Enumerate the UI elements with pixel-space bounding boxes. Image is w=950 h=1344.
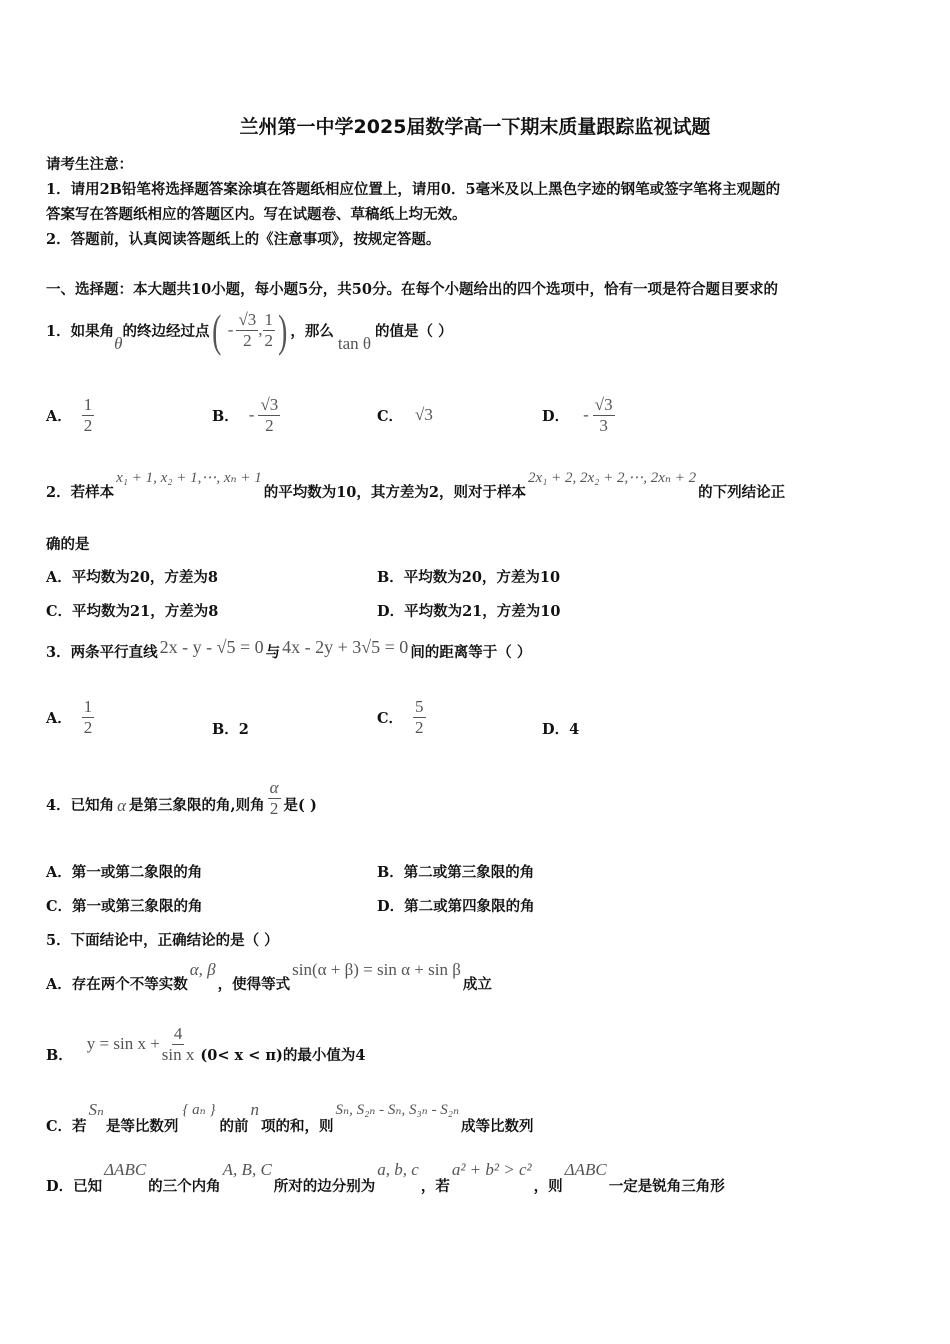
q4-post: 是( ) xyxy=(283,796,317,814)
question-4 xyxy=(46,776,317,832)
q2-mid: 的平均数为10，其方差为2，则对于样本 xyxy=(263,484,526,501)
q3-option-d[interactable]: D．4 xyxy=(542,721,580,738)
q5-a-vars: α, β xyxy=(189,960,216,979)
q1-option-b-value xyxy=(258,396,280,435)
q2-option-a[interactable]: A．平均数为20，方差为8 xyxy=(46,569,219,586)
q5-d-mid2: 所对的边分别为 xyxy=(273,1178,376,1195)
q3-option-c-den: 2 xyxy=(415,717,424,737)
q1-option-b-num: √3 xyxy=(260,394,279,414)
question-2 xyxy=(46,468,785,508)
q5-option-c[interactable] xyxy=(46,1100,534,1138)
q1-option-b-label: B． xyxy=(212,407,239,425)
q3-option-c-num: 5 xyxy=(415,696,424,716)
q2-sample-1: x₁ + 1, x₂ + 1,⋯, xₙ + 1 xyxy=(116,470,262,486)
q5-c-an: { aₙ } xyxy=(182,1102,216,1118)
page-title: 兰州第一中学2025届数学高一下期末质量跟踪监视试题 xyxy=(239,116,711,138)
q3-post: 间的距离等于（ ） xyxy=(410,643,532,661)
q4-prefix: 4．已知角 xyxy=(46,796,115,814)
q3-option-a-den: 2 xyxy=(83,717,93,737)
q1-option-d-num: √3 xyxy=(594,394,613,414)
q1-option-a-label: A． xyxy=(46,407,72,425)
q1-option-c-label: C． xyxy=(377,407,404,425)
q1-mid2: ，那么 xyxy=(290,322,334,340)
q4-frac-num: α xyxy=(269,777,279,797)
q5-d-post: 一定是锐角三角形 xyxy=(608,1178,725,1195)
q4-option-a[interactable]: A．第一或第二象限的角 xyxy=(46,864,203,881)
q5-c-sequence: Sₙ, S₂ₙ - Sₙ, S₃ₙ - S₂ₙ xyxy=(335,1102,460,1118)
q3-line-1: 2x - y - √5 = 0 xyxy=(159,636,264,657)
q1-point-x-num: √3 xyxy=(238,309,257,329)
q5-c-n: n xyxy=(250,1100,260,1119)
notice-line-2: 2．答题前，认真阅读答题纸上的《注意事项》，按规定答题。 xyxy=(46,231,441,248)
q4-half-alpha xyxy=(268,779,281,818)
q5-c-sn: Sₙ xyxy=(88,1100,104,1119)
q3-option-c-label: C． xyxy=(377,709,404,727)
section-heading: 一、选择题：本大题共10小题，每小题5分，共50分。在每个小题给出的四个选项中，恰有一项是符合题目要求的 xyxy=(46,281,778,298)
q2-post: 的下列结论正 xyxy=(698,484,786,501)
q5-d-prefix: D．已知 xyxy=(46,1178,103,1195)
q1-option-d-den: 3 xyxy=(599,415,608,435)
q1-option-d-value xyxy=(593,396,615,435)
question-3 xyxy=(46,636,531,666)
q5-d-mid4: ，则 xyxy=(533,1178,563,1195)
q5-c-mid1: 是等比数列 xyxy=(105,1118,179,1135)
q3-option-a[interactable] xyxy=(46,692,94,742)
q5-d-sides: a, b, c xyxy=(377,1160,419,1179)
q5-b-den: sin x xyxy=(161,1044,195,1064)
q2-option-b[interactable]: B．平均数为20，方差为10 xyxy=(377,569,561,586)
q5-b-fraction xyxy=(162,1025,195,1064)
q5-c-post: 成等比数列 xyxy=(461,1118,534,1135)
q1-option-d-label: D． xyxy=(542,407,570,425)
q1-point-y-den: 2 xyxy=(264,330,274,350)
q5-d-triangle-2: ΔABC xyxy=(564,1160,607,1179)
q1-option-b-neg: - xyxy=(248,405,255,424)
q1-option-c-value: √3 xyxy=(415,405,433,424)
q4-option-c[interactable]: C．第一或第三象限的角 xyxy=(46,898,203,915)
q1-point-y xyxy=(263,311,276,350)
q1-option-a-value xyxy=(82,396,95,435)
q1-post: 的值是（ ） xyxy=(375,322,453,340)
q3-option-c-value xyxy=(413,698,426,737)
q1-option-a-den: 2 xyxy=(83,415,93,435)
q1-option-b[interactable] xyxy=(212,390,280,440)
q3-option-a-label: A． xyxy=(46,709,72,727)
q5-option-d[interactable] xyxy=(46,1160,725,1198)
q5-b-lhs: y = sin x + xyxy=(86,1034,160,1053)
q3-option-a-num: 1 xyxy=(83,696,93,716)
q5-option-b[interactable] xyxy=(46,1018,365,1070)
notice-line-1b: 答案写在答题纸相应的答题区内。写在试题卷、草稿纸上均无效。 xyxy=(46,206,467,223)
q1-prefix: 1．如果角 xyxy=(46,322,115,340)
q2-option-d[interactable]: D．平均数为21，方差为10 xyxy=(377,603,561,620)
q2-line-2: 确的是 xyxy=(46,536,90,553)
q5-c-prefix: C．若 xyxy=(46,1118,87,1135)
q4-alpha: α xyxy=(117,796,127,815)
q2-sample-2: 2x₁ + 2, 2x₂ + 2,⋯, 2xₙ + 2 xyxy=(527,470,697,486)
q5-d-triangle: ΔABC xyxy=(104,1160,147,1179)
q3-prefix: 3．两条平行直线 xyxy=(46,643,158,661)
q3-option-a-value xyxy=(82,698,95,737)
q1-point-x xyxy=(236,311,258,350)
q1-theta: θ xyxy=(114,334,123,353)
question-1 xyxy=(46,300,453,360)
q2-prefix: 2．若样本 xyxy=(46,484,115,501)
q4-option-d[interactable]: D．第二或第四象限的角 xyxy=(377,898,535,915)
q4-frac-den: 2 xyxy=(269,798,279,818)
q2-option-c[interactable]: C．平均数为21，方差为8 xyxy=(46,603,219,620)
q1-comma: , xyxy=(258,320,263,339)
q3-option-c[interactable] xyxy=(377,692,426,742)
q1-tan: tan θ xyxy=(337,334,372,353)
q1-option-c[interactable] xyxy=(377,390,433,440)
q1-option-d[interactable] xyxy=(542,390,615,440)
q1-left-paren: ( xyxy=(212,304,222,356)
q5-option-a[interactable] xyxy=(46,960,492,996)
notice-heading: 请考生注意： xyxy=(46,156,133,173)
q5-b-num: 4 xyxy=(173,1023,183,1043)
q5-a-equation: sin(α + β) = sin α + sin β xyxy=(292,960,461,979)
q5-a-prefix: A．存在两个不等实数 xyxy=(46,976,188,993)
q4-option-b[interactable]: B．第二或第三象限的角 xyxy=(377,864,535,881)
q3-option-b[interactable]: B．2 xyxy=(212,721,249,738)
q1-point-y-num: 1 xyxy=(264,309,274,329)
q3-line-2: 4x - 2y + 3√5 = 0 xyxy=(282,636,409,657)
q1-option-b-den: 2 xyxy=(265,415,274,435)
q5-b-label: B． xyxy=(46,1046,73,1064)
q1-right-paren: ) xyxy=(278,304,288,356)
q1-point-x-den: 2 xyxy=(243,330,252,350)
q1-option-d-neg: - xyxy=(583,405,589,424)
q5-a-mid: ，使得等式 xyxy=(217,976,291,993)
q1-neg: - xyxy=(227,320,234,339)
notice-line-1a: 1．请用2B铅笔将选择题答案涂填在答题纸相应位置上，请用0．5毫米及以上黑色字迹的钢笔或签字笔将主观题的 xyxy=(46,181,781,198)
q5-d-mid3: ，若 xyxy=(420,1178,450,1195)
q5-c-mid2: 的前 xyxy=(219,1118,249,1135)
q5-d-angles: A, B, C xyxy=(222,1160,272,1179)
q1-option-a[interactable] xyxy=(46,390,94,440)
q4-mid: 是第三象限的角,则角 xyxy=(129,796,265,814)
q3-mid: 与 xyxy=(265,643,281,661)
q5-a-post: 成立 xyxy=(462,976,492,993)
q5-d-inequality: a² + b² > c² xyxy=(451,1160,532,1179)
q1-mid: 的终边经过点 xyxy=(122,322,210,340)
q5-c-mid3: 项的和，则 xyxy=(261,1118,334,1135)
q1-option-a-num: 1 xyxy=(83,394,93,414)
q5-d-mid1: 的三个内角 xyxy=(148,1178,221,1195)
question-5: 5．下面结论中，正确结论的是（ ） xyxy=(46,932,279,949)
q5-b-post: (0< x < π)的最小值为4 xyxy=(200,1046,366,1064)
